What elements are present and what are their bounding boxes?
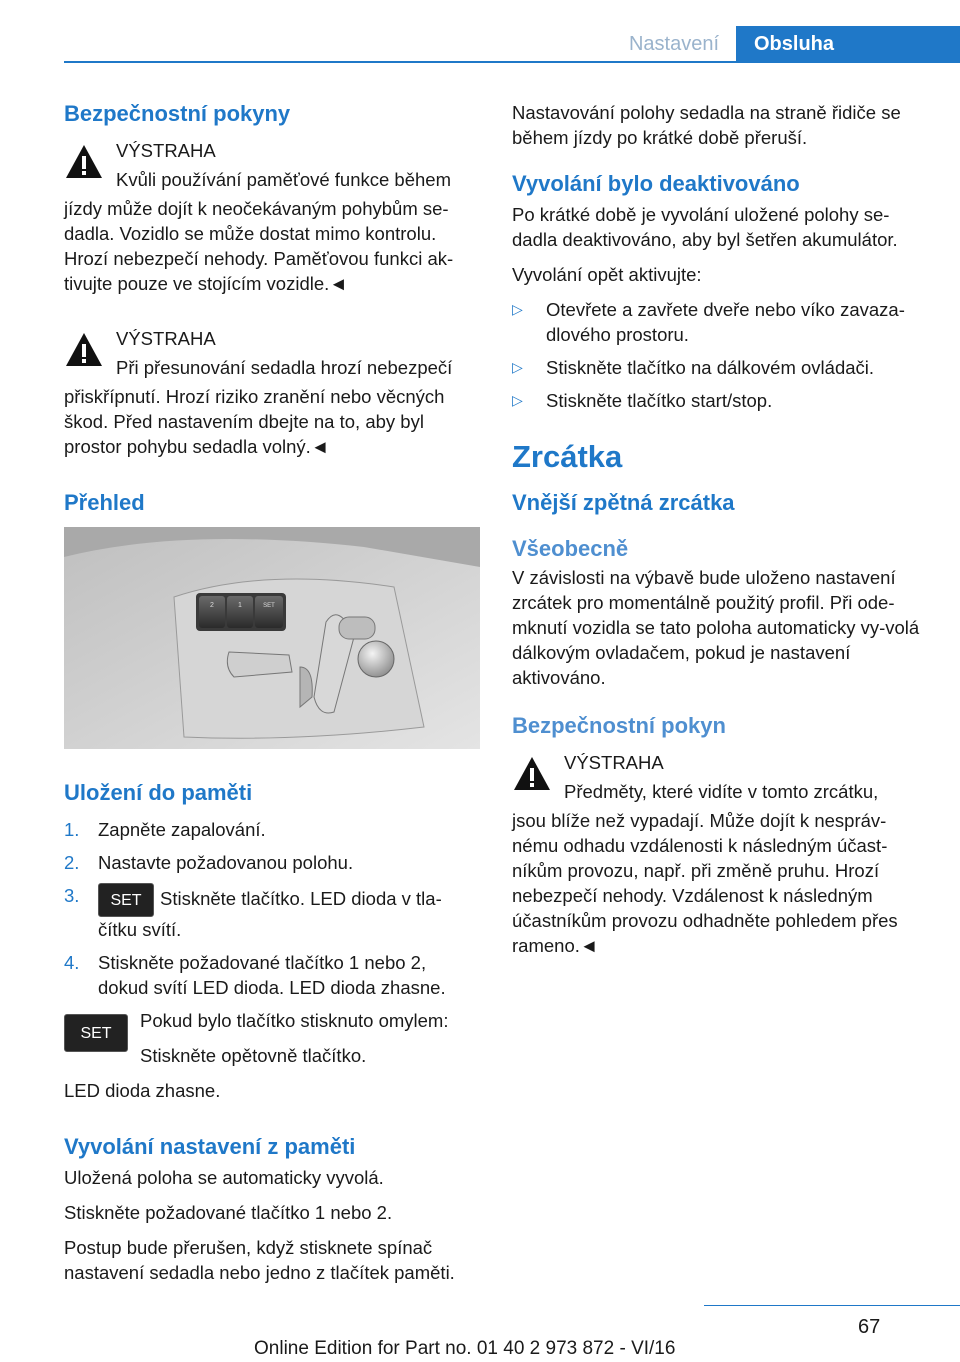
deactivated-text-2: Vyvolání opět aktivujte: — [512, 264, 702, 285]
step-number: 4. — [64, 952, 80, 973]
list-item — [64, 950, 480, 1000]
bullet-triangle-icon: ▷ — [512, 359, 523, 375]
warning-first-line: Předměty, které vidíte v tomto zrcátku, — [564, 781, 879, 802]
warning-text: jízdy může dojít k neočekávaným pohybům se-dadla. Vozidlo se může dostat mimo kontrolu. Hrozí nebezpečí nehody. Paměťovou funkci ak-tivujte pouze ve stojícím vozidle.◄ — [64, 198, 454, 294]
warning-triangle-icon — [64, 330, 104, 370]
set-note — [64, 1008, 480, 1068]
recall-text-1: Uložená poloha se automaticky vyvolá. — [64, 1167, 384, 1188]
outer-mirrors-heading: Vnější zpětná zrcátka — [512, 490, 735, 515]
warning-first-line: Kvůli používání paměťové funkce během — [116, 169, 451, 190]
step-text: Stiskněte tlačítko. LED dioda v tla-čítku svítí. — [98, 887, 442, 940]
step-text: Nastavte požadovanou polohu. — [98, 852, 354, 873]
recall-text-2: Stiskněte požadované tlačítko 1 nebo 2. — [64, 1202, 393, 1223]
warning-text: přiskřípnutí. Hrozí riziko zranění nebo věcných škod. Před nastavením dbejte na to, aby byl prostor pohybu sedadla volný.◄ — [64, 386, 445, 457]
general-heading: Všeobecně — [512, 536, 629, 561]
step-number: 2. — [64, 852, 80, 873]
list-item — [512, 355, 928, 380]
warning-triangle-icon — [512, 754, 552, 794]
overview-heading: Přehled — [64, 490, 145, 515]
tab-nastaveni[interactable]: Nastavení — [628, 33, 720, 55]
bullet-triangle-icon: ▷ — [512, 392, 523, 408]
step-text: Zapněte zapalování. — [98, 819, 266, 840]
mirrors-heading: Zrcátka — [512, 439, 623, 474]
bullet-text: Otevřete a zavřete dveře nebo víko zavaza-dlového prostoru. — [546, 299, 905, 345]
bullet-text: Stiskněte tlačítko na dálkovém ovládači. — [546, 357, 875, 378]
warning-title: VÝSTRAHA — [116, 140, 216, 161]
warning-block-3 — [512, 750, 928, 804]
left-column — [64, 100, 480, 1295]
set-note-line-2: Stiskněte opětovně tlačítko. — [140, 1045, 367, 1066]
right-column — [512, 100, 928, 988]
list-item — [512, 388, 928, 413]
set-button-icon: SET — [98, 883, 154, 917]
warning-text: jsou blíže než vypadají. Může dojít k nespráv-nému odhadu vzdálenosti k následným účast-níkům provozu, např. při změně pruhu. Hrozí nebezpečí nehody. Vzdálenost k následným účastníkům provozu odhadněte pohledem přes rameno.◄ — [512, 810, 898, 956]
set-button-icon: SET — [64, 1014, 128, 1052]
recall-heading: Vyvolání nastavení z paměti — [64, 1134, 356, 1159]
step-number: 3. — [64, 885, 80, 906]
save-heading: Uložení do paměti — [64, 780, 253, 805]
photo-button-1: 1 — [238, 602, 242, 609]
general-text: V závislosti na výbavě bude uloženo nastavení zrcátek pro momentálně použitý profil. Při ode-mknutí vozidla se tato poloha automaticky vy-volá dálkovým ovladačem, pokud je nastavení aktivováno. — [512, 567, 920, 688]
save-steps — [64, 817, 480, 1000]
seat-controls-photo — [64, 527, 480, 749]
warning-title: VÝSTRAHA — [564, 752, 664, 773]
safety-note-heading: Bezpečnostní pokyn — [512, 713, 726, 738]
photo-button-2: 2 — [210, 602, 214, 609]
deactivated-heading: Vyvolání bylo deaktivováno — [512, 171, 800, 196]
bullet-text: Stiskněte tlačítko start/stop. — [546, 390, 773, 411]
bullet-triangle-icon: ▷ — [512, 301, 523, 317]
warning-title: VÝSTRAHA — [116, 328, 216, 349]
footer-rule — [704, 1305, 960, 1306]
deactivated-text-1: Po krátké době je vyvolání uložené polohy se-dadla deaktivováno, aby byl šetřen akumulátor. — [512, 204, 898, 250]
recall-text-3: Postup bude přerušen, když stisknete spínač nastavení sedadla nebo jedno z tlačítek paměti. — [64, 1237, 455, 1283]
led-off-text: LED dioda zhasne. — [64, 1080, 221, 1101]
tab-obsluha[interactable]: Obsluha — [736, 26, 960, 62]
list-item — [64, 883, 480, 942]
list-item — [64, 817, 480, 842]
warning-first-line: Při přesunování sedadla hrozí nebezpečí — [116, 357, 453, 378]
intro-text: Nastavování polohy sedadla na straně řidiče se během jízdy po krátké době přeruší. — [512, 102, 901, 148]
warning-block-1 — [64, 138, 480, 192]
safety-heading: Bezpečnostní pokyny — [64, 101, 291, 126]
set-note-line-1: Pokud bylo tlačítko stisknuto omylem: — [140, 1010, 449, 1031]
page-number: 67 — [858, 1316, 881, 1338]
warning-block-2 — [64, 326, 480, 380]
step-text: Stiskněte požadované tlačítko 1 nebo 2, dokud svítí LED dioda. LED dioda zhasne. — [98, 952, 446, 998]
warning-triangle-icon — [64, 142, 104, 182]
reactivate-list — [512, 297, 928, 413]
list-item — [512, 297, 928, 347]
photo-button-set: SET — [263, 603, 275, 609]
edition-text: Online Edition for Part no. 01 40 2 973 872 - VI/16 — [254, 1338, 676, 1359]
step-number: 1. — [64, 819, 80, 840]
list-item — [64, 850, 480, 875]
